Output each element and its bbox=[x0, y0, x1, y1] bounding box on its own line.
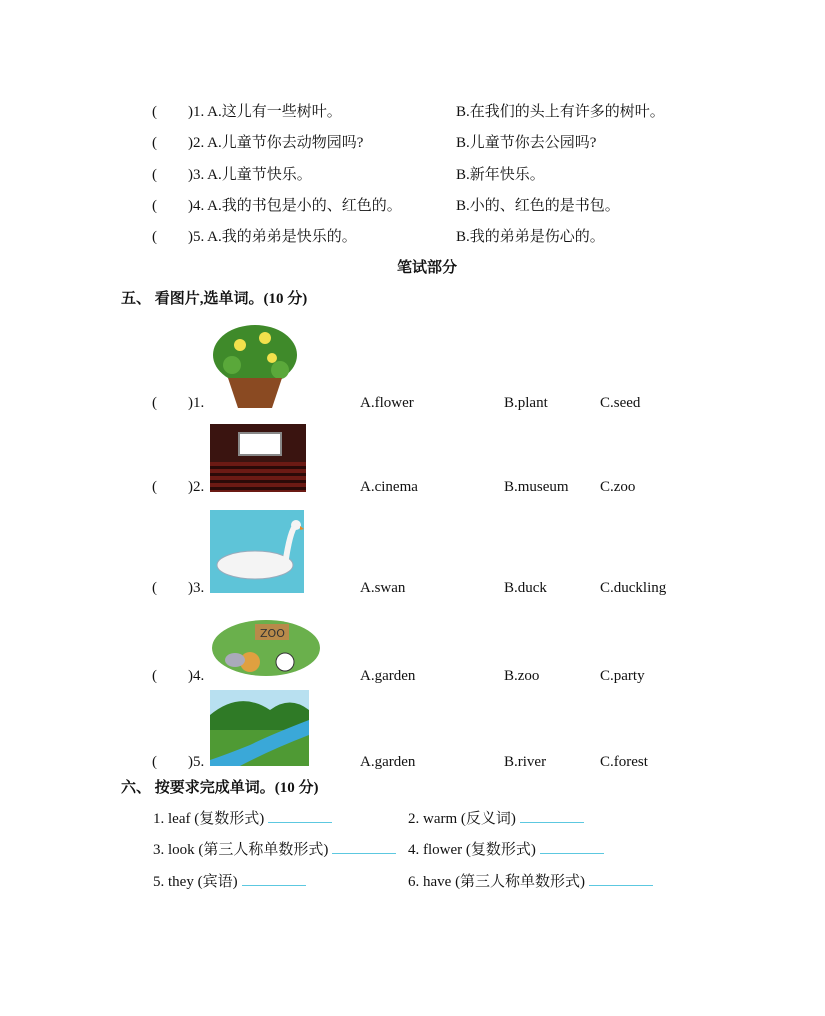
answer-paren-open[interactable]: ( bbox=[152, 395, 157, 411]
answer-blank[interactable] bbox=[332, 841, 396, 854]
option-b: B.zoo bbox=[504, 668, 540, 684]
list-item bbox=[408, 810, 584, 828]
option-a: )3. A.儿童节快乐。 bbox=[188, 167, 312, 183]
river-image bbox=[210, 690, 309, 766]
prompt-text: 2. warm (反义词) bbox=[408, 811, 516, 827]
option-a: A.swan bbox=[360, 580, 406, 596]
answer-blank[interactable] bbox=[268, 810, 332, 823]
option-c: C.forest bbox=[600, 754, 648, 770]
list-item bbox=[153, 873, 306, 891]
item-number: )3. bbox=[188, 580, 205, 596]
prompt-text: 4. flower (复数形式) bbox=[408, 842, 536, 858]
option-c: C.party bbox=[600, 668, 645, 684]
list-item bbox=[153, 841, 396, 859]
list-item bbox=[408, 873, 653, 891]
part5-heading: 五、 看图片,选单词。(10 分) bbox=[121, 291, 308, 307]
option-c: C.seed bbox=[600, 395, 641, 411]
option-a: )1. A.这儿有一些树叶。 bbox=[188, 104, 342, 120]
option-a: A.garden bbox=[360, 754, 416, 770]
part6-heading: 六、 按要求完成单词。(10 分) bbox=[121, 780, 319, 796]
answer-paren-open[interactable]: ( bbox=[152, 104, 157, 120]
item-number: )1. bbox=[188, 395, 205, 411]
potted-plant-image bbox=[210, 320, 300, 410]
option-b: B.在我们的头上有许多的树叶。 bbox=[456, 104, 665, 120]
option-b: B.duck bbox=[504, 580, 547, 596]
option-b: B.river bbox=[504, 754, 547, 770]
zoo-sign-text: ZOO bbox=[260, 627, 285, 640]
option-c: C.duckling bbox=[600, 580, 667, 596]
prompt-text: 6. have (第三人称单数形式) bbox=[408, 874, 586, 890]
option-b: B.我的弟弟是伤心的。 bbox=[456, 229, 605, 245]
list-item bbox=[153, 810, 332, 828]
answer-paren-open[interactable]: ( bbox=[152, 135, 157, 151]
option-b: B.儿童节你去公园吗? bbox=[456, 135, 597, 151]
answer-blank[interactable] bbox=[589, 873, 653, 886]
option-a: )2. A.儿童节你去动物园吗? bbox=[188, 135, 364, 151]
answer-paren-open[interactable]: ( bbox=[152, 479, 157, 495]
list-item bbox=[408, 841, 604, 859]
cinema-image bbox=[210, 424, 306, 492]
option-b: B.小的、红色的是书包。 bbox=[456, 198, 620, 214]
answer-paren-open[interactable]: ( bbox=[152, 668, 157, 684]
item-number: )2. bbox=[188, 479, 205, 495]
prompt-text: 5. they (宾语) bbox=[153, 874, 238, 890]
item-number: )4. bbox=[188, 668, 205, 684]
option-b: B.plant bbox=[504, 395, 548, 411]
option-b: B.museum bbox=[504, 479, 569, 495]
swan-image bbox=[210, 510, 304, 593]
answer-blank[interactable] bbox=[540, 841, 604, 854]
item-number: )5. bbox=[188, 754, 205, 770]
answer-blank[interactable] bbox=[242, 873, 306, 886]
answer-paren-open[interactable]: ( bbox=[152, 167, 157, 183]
option-a: )5. A.我的弟弟是快乐的。 bbox=[188, 229, 357, 245]
option-a: A.cinema bbox=[360, 479, 418, 495]
option-a: A.garden bbox=[360, 668, 416, 684]
answer-paren-open[interactable]: ( bbox=[152, 754, 157, 770]
answer-paren-open[interactable]: ( bbox=[152, 580, 157, 596]
zoo-image bbox=[210, 610, 323, 680]
option-b: B.新年快乐。 bbox=[456, 167, 545, 183]
prompt-text: 1. leaf (复数形式) bbox=[153, 811, 265, 827]
answer-paren-open[interactable]: ( bbox=[152, 229, 157, 245]
prompt-text: 3. look (第三人称单数形式) bbox=[153, 842, 329, 858]
answer-paren-open[interactable]: ( bbox=[152, 198, 157, 214]
option-c: C.zoo bbox=[600, 479, 636, 495]
option-a: )4. A.我的书包是小的、红色的。 bbox=[188, 198, 402, 214]
answer-blank[interactable] bbox=[520, 810, 584, 823]
section-title: 笔试部分 bbox=[397, 260, 458, 276]
option-a: A.flower bbox=[360, 395, 414, 411]
